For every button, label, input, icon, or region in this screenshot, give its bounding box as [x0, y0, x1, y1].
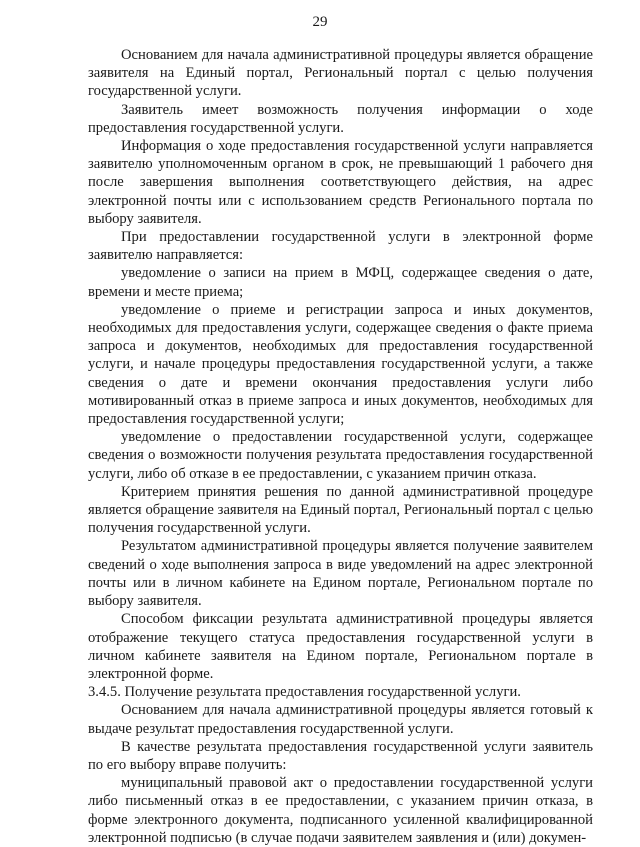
paragraph: Информация о ходе предоставления государственной услуги направляется заявителю уполномоченным органом в срок, не превышающий 1 рабочего дня после завершения выполнения соответствующего действия, на адрес электронной почты или с использованием средств Регионального портала по выбору заявителя. — [88, 138, 593, 227]
paragraph: При предоставлении государственной услуги в электронной форме заявителю направляется: — [88, 229, 593, 264]
paragraph: уведомление о предоставлении государственной услуги, содержащее сведения о возможности получения результата предоставления государственной услуги, либо об отказе в ее предоставлении, с указанием причин отказа. — [88, 429, 593, 482]
section-heading: 3.4.5. Получение результата предоставления государственной услуги. — [88, 684, 521, 701]
page-number: 29 — [312, 14, 328, 30]
paragraph: уведомление о приеме и регистрации запроса и иных документов, необходимых для предоставления услуги, содержащее сведения о факте приема запроса и документов, необходимых для предоставления государственной услуги, и начале процедуры предоставления государственной услуги, а также сведения о дате и времени окончания предоставления услуги либо мотивированный отказ в приеме запроса и иных документов, необходимых для предоставления государственной услуги; — [88, 301, 593, 428]
paragraph: уведомление о записи на прием в МФЦ, содержащее сведения о дате, времени и месте приема; — [88, 265, 593, 300]
paragraph: В качестве результата предоставления государственной услуги заявитель по его выбору вправе получить: — [88, 738, 593, 773]
paragraph: Критерием принятия решения по данной административной процедуре является обращение заявителя на Единый портал, Региональный портал с целью получения государственной услуги. — [88, 483, 593, 537]
paragraph: Основанием для начала административной процедуры является обращение заявителя на Единый портал, Региональный портал с целью получения государственной услуги. — [88, 47, 593, 100]
paragraph: Способом фиксации результата административной процедуры является отображение текущего статуса предоставления государственной услуги в личном кабинете заявителя на Едином портале, Региональном портале в электронной форме. — [88, 611, 593, 682]
paragraph: Основанием для начала административной процедуры является готовый к выдаче результат предоставления государственной услуги. — [88, 702, 593, 737]
paragraph: муниципальный правовой акт о предоставлении государственной услуги либо письменный отказ в ее предоставлении, с указанием причин отказа, в форме электронного документа, подписанного усиленной квалифицированной электронной подписью (в случае подачи заявителем заявления и (или) докумен- — [88, 775, 593, 846]
document-body — [88, 46, 593, 847]
paragraph: Результатом административной процедуры является получение заявителем сведений о ходе выполнения запроса в виде уведомлений на адрес электронной почты или в личном кабинете на Едином портале, Региональном портале по выбору заявителя. — [88, 538, 593, 610]
paragraph: Заявитель имеет возможность получения информации о ходе предоставления государственной услуги. — [88, 101, 593, 136]
